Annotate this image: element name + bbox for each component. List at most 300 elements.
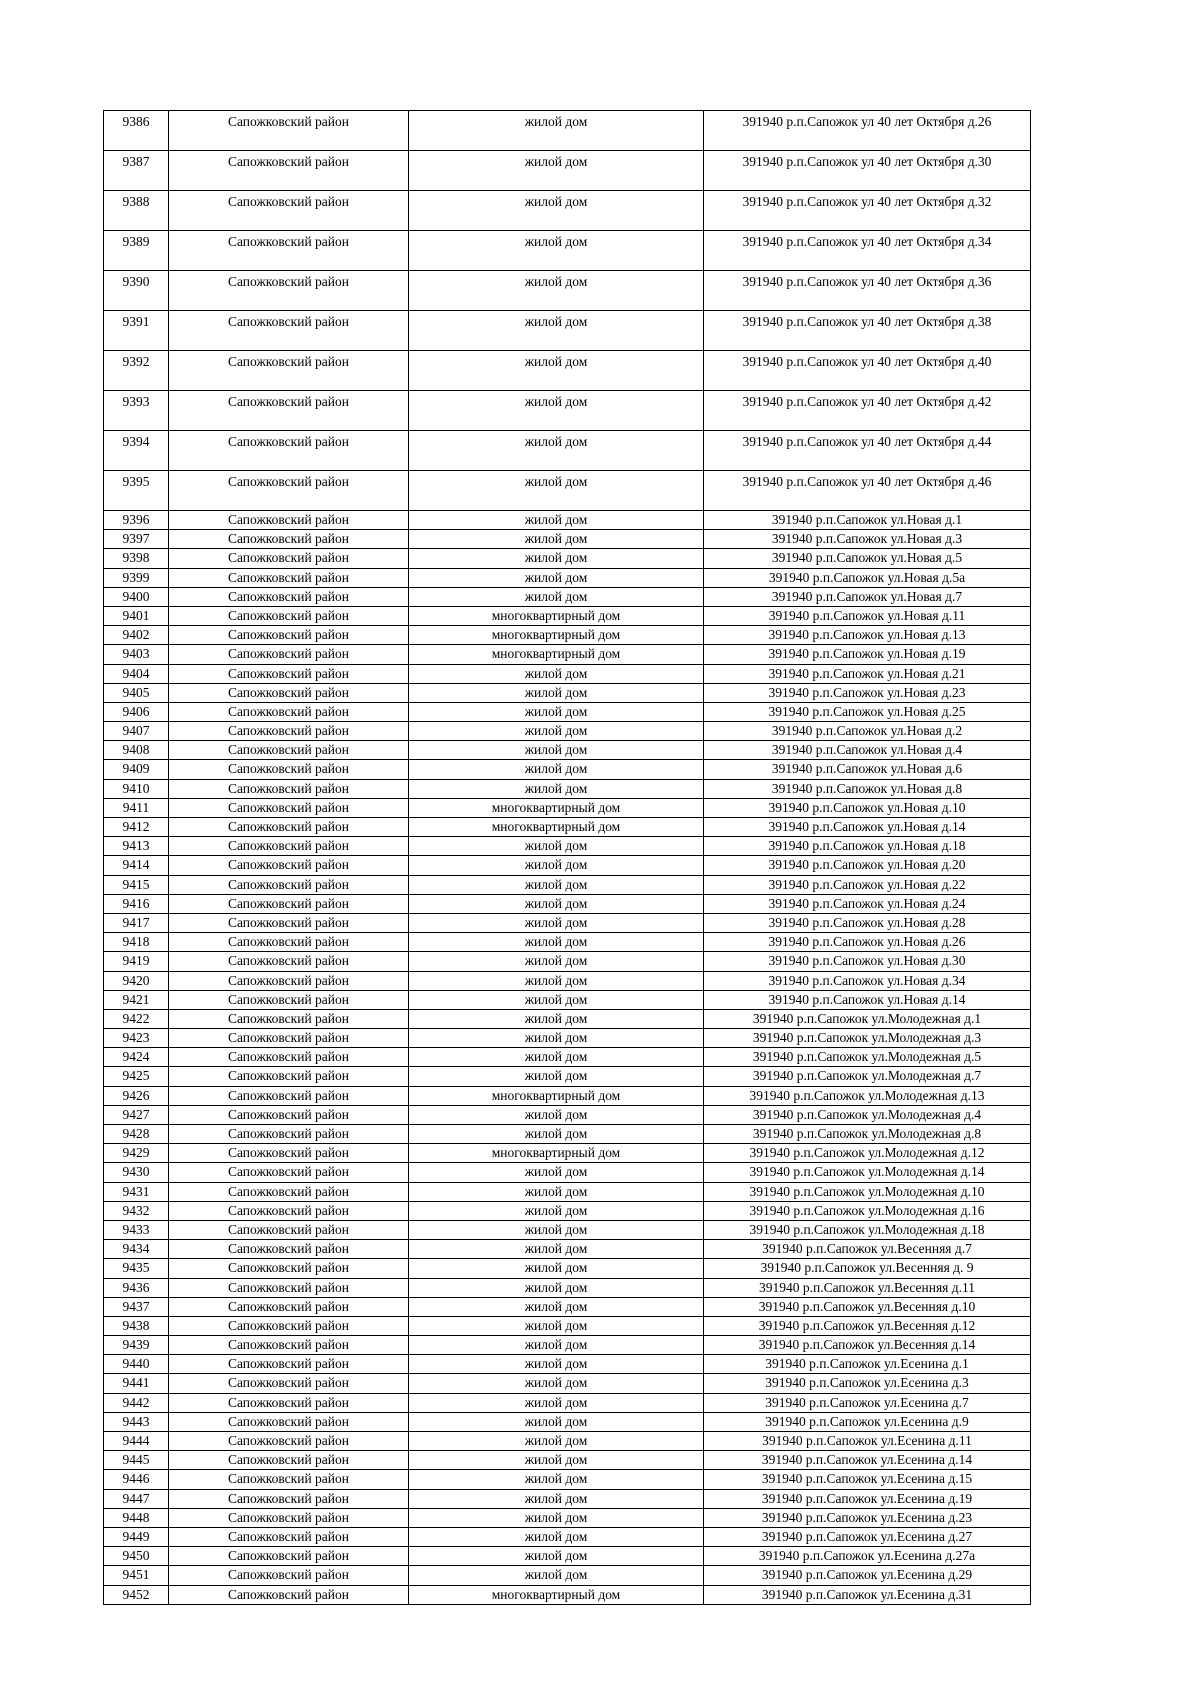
district-cell: Сапожковский район (169, 664, 409, 683)
table-row (104, 1220, 1031, 1239)
district-cell: Сапожковский район (169, 1009, 409, 1028)
building-type-cell: жилой дом (409, 933, 704, 952)
building-type-cell: жилой дом (409, 1316, 704, 1335)
row-number-cell: 9398 (104, 549, 169, 568)
address-cell: 391940 р.п.Сапожок ул.Молодежная д.18 (704, 1220, 1031, 1239)
district-cell: Сапожковский район (169, 645, 409, 664)
district-cell: Сапожковский район (169, 191, 409, 231)
district-cell: Сапожковский район (169, 952, 409, 971)
building-type-cell: жилой дом (409, 837, 704, 856)
row-number-cell: 9404 (104, 664, 169, 683)
address-cell: 391940 р.п.Сапожок ул.Новая д.8 (704, 779, 1031, 798)
district-cell: Сапожковский район (169, 1374, 409, 1393)
address-cell: 391940 р.п.Сапожок ул.Новая д.7 (704, 587, 1031, 606)
row-number-cell: 9409 (104, 760, 169, 779)
building-type-cell: жилой дом (409, 1240, 704, 1259)
district-cell: Сапожковский район (169, 990, 409, 1009)
row-number-cell: 9448 (104, 1508, 169, 1527)
row-number-cell: 9436 (104, 1278, 169, 1297)
district-cell: Сапожковский район (169, 818, 409, 837)
building-type-cell: жилой дом (409, 587, 704, 606)
row-number-cell: 9420 (104, 971, 169, 990)
district-cell: Сапожковский район (169, 1336, 409, 1355)
row-number-cell: 9452 (104, 1585, 169, 1604)
table-row (104, 1086, 1031, 1105)
district-cell: Сапожковский район (169, 1240, 409, 1259)
district-cell: Сапожковский район (169, 933, 409, 952)
table-row (104, 530, 1031, 549)
building-type-cell: жилой дом (409, 971, 704, 990)
building-type-cell: жилой дом (409, 664, 704, 683)
table-row (104, 549, 1031, 568)
building-type-cell: жилой дом (409, 1297, 704, 1316)
building-type-cell: жилой дом (409, 271, 704, 311)
table-row (104, 606, 1031, 625)
table-row (104, 1144, 1031, 1163)
building-type-cell: жилой дом (409, 151, 704, 191)
row-number-cell: 9418 (104, 933, 169, 952)
building-type-cell: многоквартирный дом (409, 818, 704, 837)
district-cell: Сапожковский район (169, 568, 409, 587)
table-row (104, 1240, 1031, 1259)
row-number-cell: 9406 (104, 702, 169, 721)
district-cell: Сапожковский район (169, 1182, 409, 1201)
building-type-cell: жилой дом (409, 431, 704, 471)
address-cell: 391940 р.п.Сапожок ул.Весенняя д.14 (704, 1336, 1031, 1355)
row-number-cell: 9450 (104, 1547, 169, 1566)
building-type-cell: жилой дом (409, 231, 704, 271)
address-cell: 391940 р.п.Сапожок ул 40 лет Октября д.38 (704, 311, 1031, 351)
row-number-cell: 9444 (104, 1432, 169, 1451)
address-cell: 391940 р.п.Сапожок ул.Новая д.22 (704, 875, 1031, 894)
district-cell: Сапожковский район (169, 1163, 409, 1182)
address-cell: 391940 р.п.Сапожок ул.Есенина д.15 (704, 1470, 1031, 1489)
building-type-cell: жилой дом (409, 391, 704, 431)
records-body (104, 111, 1031, 1605)
table-row (104, 431, 1031, 471)
building-type-cell: жилой дом (409, 856, 704, 875)
address-cell: 391940 р.п.Сапожок ул.Молодежная д.14 (704, 1163, 1031, 1182)
row-number-cell: 9390 (104, 271, 169, 311)
table-row (104, 587, 1031, 606)
row-number-cell: 9426 (104, 1086, 169, 1105)
district-cell: Сапожковский район (169, 1566, 409, 1585)
district-cell: Сапожковский район (169, 971, 409, 990)
building-type-cell: жилой дом (409, 1508, 704, 1527)
building-type-cell: жилой дом (409, 1432, 704, 1451)
district-cell: Сапожковский район (169, 1144, 409, 1163)
address-cell: 391940 р.п.Сапожок ул.Есенина д.23 (704, 1508, 1031, 1527)
district-cell: Сапожковский район (169, 311, 409, 351)
building-type-cell: жилой дом (409, 1220, 704, 1239)
address-cell: 391940 р.п.Сапожок ул.Новая д.25 (704, 702, 1031, 721)
address-cell: 391940 р.п.Сапожок ул.Молодежная д.1 (704, 1009, 1031, 1028)
district-cell: Сапожковский район (169, 1316, 409, 1335)
table-row (104, 760, 1031, 779)
district-cell: Сапожковский район (169, 391, 409, 431)
building-type-cell: многоквартирный дом (409, 798, 704, 817)
table-row (104, 1278, 1031, 1297)
table-row (104, 511, 1031, 530)
district-cell: Сапожковский район (169, 1067, 409, 1086)
address-cell: 391940 р.п.Сапожок ул.Есенина д.29 (704, 1566, 1031, 1585)
district-cell: Сапожковский район (169, 549, 409, 568)
building-type-cell: многоквартирный дом (409, 1585, 704, 1604)
district-cell: Сапожковский район (169, 1086, 409, 1105)
building-type-cell: жилой дом (409, 1125, 704, 1144)
table-row (104, 391, 1031, 431)
district-cell: Сапожковский район (169, 1029, 409, 1048)
building-type-cell: жилой дом (409, 1527, 704, 1546)
building-type-cell: жилой дом (409, 311, 704, 351)
row-number-cell: 9419 (104, 952, 169, 971)
district-cell: Сапожковский район (169, 1048, 409, 1067)
row-number-cell: 9392 (104, 351, 169, 391)
address-cell: 391940 р.п.Сапожок ул.Новая д.19 (704, 645, 1031, 664)
building-type-cell: жилой дом (409, 1009, 704, 1028)
row-number-cell: 9412 (104, 818, 169, 837)
building-type-cell: жилой дом (409, 568, 704, 587)
district-cell: Сапожковский район (169, 837, 409, 856)
row-number-cell: 9445 (104, 1451, 169, 1470)
table-row (104, 1547, 1031, 1566)
row-number-cell: 9400 (104, 587, 169, 606)
address-cell: 391940 р.п.Сапожок ул 40 лет Октября д.34 (704, 231, 1031, 271)
building-type-cell: жилой дом (409, 913, 704, 932)
building-type-cell: жилой дом (409, 1201, 704, 1220)
row-number-cell: 9405 (104, 683, 169, 702)
row-number-cell: 9434 (104, 1240, 169, 1259)
district-cell: Сапожковский район (169, 1201, 409, 1220)
table-row (104, 952, 1031, 971)
building-type-cell: жилой дом (409, 1470, 704, 1489)
address-cell: 391940 р.п.Сапожок ул.Новая д.26 (704, 933, 1031, 952)
row-number-cell: 9401 (104, 606, 169, 625)
table-row (104, 702, 1031, 721)
address-cell: 391940 р.п.Сапожок ул.Молодежная д.3 (704, 1029, 1031, 1048)
district-cell: Сапожковский район (169, 913, 409, 932)
address-cell: 391940 р.п.Сапожок ул.Есенина д.7 (704, 1393, 1031, 1412)
row-number-cell: 9416 (104, 894, 169, 913)
address-cell: 391940 р.п.Сапожок ул.Есенина д.27а (704, 1547, 1031, 1566)
address-cell: 391940 р.п.Сапожок ул.Весенняя д.7 (704, 1240, 1031, 1259)
table-row (104, 1009, 1031, 1028)
table-row (104, 1067, 1031, 1086)
row-number-cell: 9415 (104, 875, 169, 894)
table-row (104, 741, 1031, 760)
row-number-cell: 9417 (104, 913, 169, 932)
building-type-cell: жилой дом (409, 952, 704, 971)
address-cell: 391940 р.п.Сапожок ул 40 лет Октября д.36 (704, 271, 1031, 311)
building-type-cell: многоквартирный дом (409, 1144, 704, 1163)
address-cell: 391940 р.п.Сапожок ул.Новая д.10 (704, 798, 1031, 817)
table-row (104, 1585, 1031, 1604)
district-cell: Сапожковский район (169, 271, 409, 311)
district-cell: Сапожковский район (169, 431, 409, 471)
district-cell: Сапожковский район (169, 1259, 409, 1278)
row-number-cell: 9408 (104, 741, 169, 760)
address-cell: 391940 р.п.Сапожок ул.Новая д.14 (704, 818, 1031, 837)
row-number-cell: 9451 (104, 1566, 169, 1585)
records-table (103, 110, 1031, 1605)
building-type-cell: жилой дом (409, 875, 704, 894)
district-cell: Сапожковский район (169, 530, 409, 549)
address-cell: 391940 р.п.Сапожок ул.Молодежная д.4 (704, 1105, 1031, 1124)
row-number-cell: 9432 (104, 1201, 169, 1220)
row-number-cell: 9447 (104, 1489, 169, 1508)
address-cell: 391940 р.п.Сапожок ул.Новая д.24 (704, 894, 1031, 913)
table-row (104, 933, 1031, 952)
district-cell: Сапожковский район (169, 702, 409, 721)
address-cell: 391940 р.п.Сапожок ул 40 лет Октября д.30 (704, 151, 1031, 191)
row-number-cell: 9439 (104, 1336, 169, 1355)
district-cell: Сапожковский район (169, 351, 409, 391)
district-cell: Сапожковский район (169, 1125, 409, 1144)
building-type-cell: жилой дом (409, 1547, 704, 1566)
address-cell: 391940 р.п.Сапожок ул.Новая д.4 (704, 741, 1031, 760)
building-type-cell: жилой дом (409, 111, 704, 151)
row-number-cell: 9387 (104, 151, 169, 191)
table-row (104, 645, 1031, 664)
table-row (104, 568, 1031, 587)
district-cell: Сапожковский район (169, 1355, 409, 1374)
address-cell: 391940 р.п.Сапожок ул.Молодежная д.5 (704, 1048, 1031, 1067)
table-row (104, 1048, 1031, 1067)
row-number-cell: 9446 (104, 1470, 169, 1489)
address-cell: 391940 р.п.Сапожок ул 40 лет Октября д.44 (704, 431, 1031, 471)
table-row (104, 151, 1031, 191)
building-type-cell: жилой дом (409, 1566, 704, 1585)
table-row (104, 798, 1031, 817)
row-number-cell: 9413 (104, 837, 169, 856)
district-cell: Сапожковский район (169, 1393, 409, 1412)
address-cell: 391940 р.п.Сапожок ул.Новая д.28 (704, 913, 1031, 932)
row-number-cell: 9431 (104, 1182, 169, 1201)
table-row (104, 1566, 1031, 1585)
address-cell: 391940 р.п.Сапожок ул.Новая д.34 (704, 971, 1031, 990)
row-number-cell: 9397 (104, 530, 169, 549)
table-row (104, 1259, 1031, 1278)
district-cell: Сапожковский район (169, 1508, 409, 1527)
table-row (104, 779, 1031, 798)
district-cell: Сапожковский район (169, 856, 409, 875)
address-cell: 391940 р.п.Сапожок ул.Новая д.1 (704, 511, 1031, 530)
district-cell: Сапожковский район (169, 231, 409, 271)
row-number-cell: 9442 (104, 1393, 169, 1412)
row-number-cell: 9422 (104, 1009, 169, 1028)
district-cell: Сапожковский район (169, 760, 409, 779)
table-row (104, 664, 1031, 683)
row-number-cell: 9407 (104, 722, 169, 741)
row-number-cell: 9438 (104, 1316, 169, 1335)
building-type-cell: жилой дом (409, 894, 704, 913)
table-row (104, 818, 1031, 837)
row-number-cell: 9437 (104, 1297, 169, 1316)
building-type-cell: жилой дом (409, 1105, 704, 1124)
district-cell: Сапожковский район (169, 779, 409, 798)
district-cell: Сапожковский район (169, 606, 409, 625)
building-type-cell: многоквартирный дом (409, 606, 704, 625)
row-number-cell: 9441 (104, 1374, 169, 1393)
district-cell: Сапожковский район (169, 1451, 409, 1470)
district-cell: Сапожковский район (169, 1489, 409, 1508)
row-number-cell: 9396 (104, 511, 169, 530)
district-cell: Сапожковский район (169, 1412, 409, 1431)
table-row (104, 471, 1031, 511)
address-cell: 391940 р.п.Сапожок ул.Есенина д.31 (704, 1585, 1031, 1604)
table-row (104, 1355, 1031, 1374)
address-cell: 391940 р.п.Сапожок ул.Новая д.23 (704, 683, 1031, 702)
table-row (104, 111, 1031, 151)
district-cell: Сапожковский район (169, 741, 409, 760)
address-cell: 391940 р.п.Сапожок ул.Молодежная д.13 (704, 1086, 1031, 1105)
address-cell: 391940 р.п.Сапожок ул.Молодежная д.8 (704, 1125, 1031, 1144)
table-row (104, 722, 1031, 741)
building-type-cell: жилой дом (409, 1182, 704, 1201)
address-cell: 391940 р.п.Сапожок ул.Новая д.5 (704, 549, 1031, 568)
table-row (104, 311, 1031, 351)
district-cell: Сапожковский район (169, 471, 409, 511)
table-row (104, 1336, 1031, 1355)
row-number-cell: 9386 (104, 111, 169, 151)
row-number-cell: 9403 (104, 645, 169, 664)
table-row (104, 837, 1031, 856)
address-cell: 391940 р.п.Сапожок ул.Молодежная д.10 (704, 1182, 1031, 1201)
address-cell: 391940 р.п.Сапожок ул.Есенина д.27 (704, 1527, 1031, 1546)
building-type-cell: жилой дом (409, 1259, 704, 1278)
address-cell: 391940 р.п.Сапожок ул 40 лет Октября д.40 (704, 351, 1031, 391)
building-type-cell: жилой дом (409, 1412, 704, 1431)
row-number-cell: 9449 (104, 1527, 169, 1546)
district-cell: Сапожковский район (169, 1278, 409, 1297)
district-cell: Сапожковский район (169, 1470, 409, 1489)
row-number-cell: 9389 (104, 231, 169, 271)
building-type-cell: жилой дом (409, 530, 704, 549)
row-number-cell: 9410 (104, 779, 169, 798)
building-type-cell: жилой дом (409, 191, 704, 231)
district-cell: Сапожковский район (169, 894, 409, 913)
building-type-cell: жилой дом (409, 1336, 704, 1355)
table-row (104, 1297, 1031, 1316)
table-row (104, 1489, 1031, 1508)
district-cell: Сапожковский район (169, 626, 409, 645)
building-type-cell: многоквартирный дом (409, 1086, 704, 1105)
district-cell: Сапожковский район (169, 587, 409, 606)
district-cell: Сапожковский район (169, 1585, 409, 1604)
address-cell: 391940 р.п.Сапожок ул.Новая д.6 (704, 760, 1031, 779)
table-row (104, 626, 1031, 645)
table-row (104, 1527, 1031, 1546)
address-cell: 391940 р.п.Сапожок ул.Есенина д.1 (704, 1355, 1031, 1374)
table-row (104, 1316, 1031, 1335)
address-cell: 391940 р.п.Сапожок ул.Есенина д.3 (704, 1374, 1031, 1393)
address-cell: 391940 р.п.Сапожок ул.Новая д.13 (704, 626, 1031, 645)
address-cell: 391940 р.п.Сапожок ул.Новая д.2 (704, 722, 1031, 741)
row-number-cell: 9388 (104, 191, 169, 231)
table-row (104, 971, 1031, 990)
address-cell: 391940 р.п.Сапожок ул.Весенняя д. 9 (704, 1259, 1031, 1278)
address-cell: 391940 р.п.Сапожок ул 40 лет Октября д.32 (704, 191, 1031, 231)
table-row (104, 351, 1031, 391)
row-number-cell: 9443 (104, 1412, 169, 1431)
building-type-cell: жилой дом (409, 760, 704, 779)
row-number-cell: 9430 (104, 1163, 169, 1182)
address-cell: 391940 р.п.Сапожок ул.Весенняя д.10 (704, 1297, 1031, 1316)
address-cell: 391940 р.п.Сапожок ул.Новая д.11 (704, 606, 1031, 625)
table-row (104, 1125, 1031, 1144)
row-number-cell: 9433 (104, 1220, 169, 1239)
district-cell: Сапожковский район (169, 111, 409, 151)
address-cell: 391940 р.п.Сапожок ул.Новая д.3 (704, 530, 1031, 549)
building-type-cell: жилой дом (409, 511, 704, 530)
table-row (104, 1432, 1031, 1451)
table-row (104, 875, 1031, 894)
building-type-cell: жилой дом (409, 990, 704, 1009)
building-type-cell: жилой дом (409, 779, 704, 798)
address-cell: 391940 р.п.Сапожок ул.Есенина д.14 (704, 1451, 1031, 1470)
building-type-cell: жилой дом (409, 1067, 704, 1086)
building-type-cell: жилой дом (409, 741, 704, 760)
table-row (104, 1163, 1031, 1182)
address-cell: 391940 р.п.Сапожок ул.Есенина д.9 (704, 1412, 1031, 1431)
table-row (104, 856, 1031, 875)
building-type-cell: жилой дом (409, 683, 704, 702)
district-cell: Сапожковский район (169, 151, 409, 191)
address-cell: 391940 р.п.Сапожок ул.Молодежная д.7 (704, 1067, 1031, 1086)
district-cell: Сапожковский район (169, 511, 409, 530)
address-cell: 391940 р.п.Сапожок ул.Весенняя д.11 (704, 1278, 1031, 1297)
district-cell: Сапожковский район (169, 1527, 409, 1546)
row-number-cell: 9429 (104, 1144, 169, 1163)
table-row (104, 683, 1031, 702)
district-cell: Сапожковский район (169, 875, 409, 894)
row-number-cell: 9428 (104, 1125, 169, 1144)
address-cell: 391940 р.п.Сапожок ул 40 лет Октября д.46 (704, 471, 1031, 511)
district-cell: Сапожковский район (169, 1297, 409, 1316)
building-type-cell: жилой дом (409, 1163, 704, 1182)
address-cell: 391940 р.п.Сапожок ул.Новая д.18 (704, 837, 1031, 856)
row-number-cell: 9435 (104, 1259, 169, 1278)
table-row (104, 1029, 1031, 1048)
district-cell: Сапожковский район (169, 683, 409, 702)
address-cell: 391940 р.п.Сапожок ул.Молодежная д.12 (704, 1144, 1031, 1163)
row-number-cell: 9394 (104, 431, 169, 471)
table-row (104, 1374, 1031, 1393)
building-type-cell: жилой дом (409, 1393, 704, 1412)
district-cell: Сапожковский район (169, 798, 409, 817)
building-type-cell: жилой дом (409, 1355, 704, 1374)
address-cell: 391940 р.п.Сапожок ул.Есенина д.11 (704, 1432, 1031, 1451)
building-type-cell: жилой дом (409, 471, 704, 511)
table-row (104, 191, 1031, 231)
table-row (104, 1201, 1031, 1220)
row-number-cell: 9425 (104, 1067, 169, 1086)
row-number-cell: 9427 (104, 1105, 169, 1124)
table-row (104, 990, 1031, 1009)
table-row (104, 894, 1031, 913)
row-number-cell: 9402 (104, 626, 169, 645)
building-type-cell: жилой дом (409, 351, 704, 391)
district-cell: Сапожковский район (169, 1220, 409, 1239)
row-number-cell: 9424 (104, 1048, 169, 1067)
building-type-cell: жилой дом (409, 1278, 704, 1297)
building-type-cell: жилой дом (409, 1048, 704, 1067)
district-cell: Сапожковский район (169, 1432, 409, 1451)
row-number-cell: 9395 (104, 471, 169, 511)
row-number-cell: 9423 (104, 1029, 169, 1048)
row-number-cell: 9393 (104, 391, 169, 431)
building-type-cell: жилой дом (409, 549, 704, 568)
